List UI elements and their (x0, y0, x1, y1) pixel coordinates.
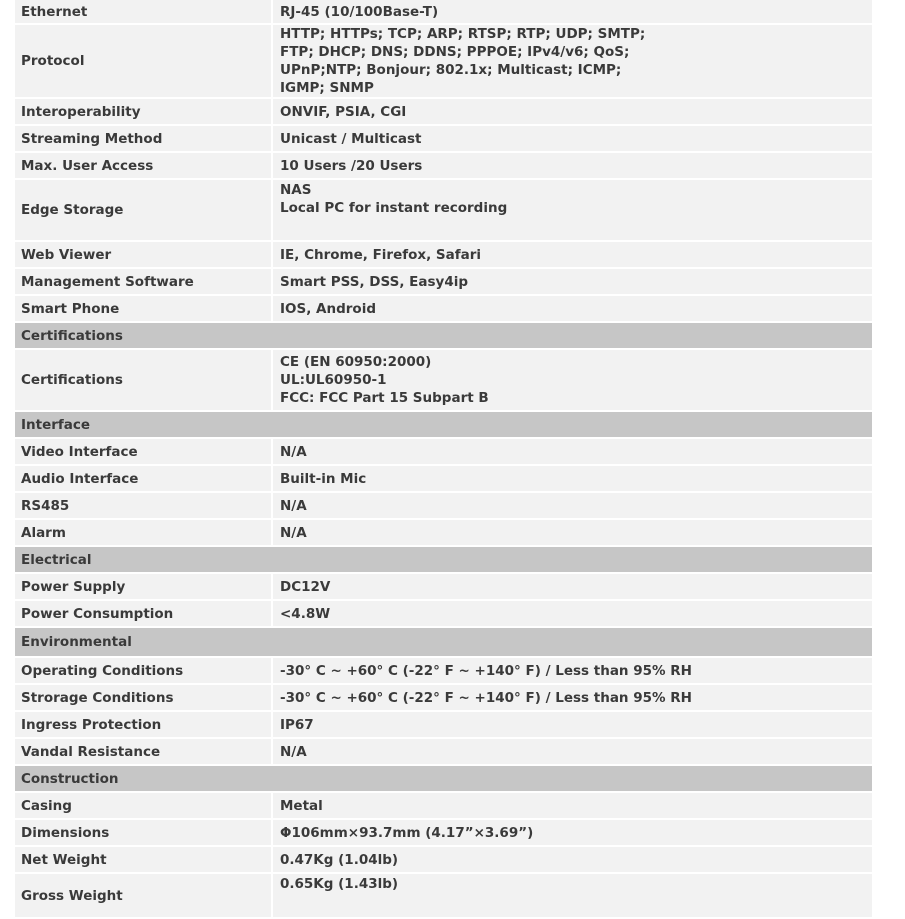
spec-value (272, 295, 873, 322)
spec-row-dimensions (15, 819, 873, 846)
spec-label: Operating Conditions (15, 657, 272, 684)
spec-label: Vandal Resistance (15, 738, 272, 765)
spec-value (272, 241, 873, 268)
spec-row-ingress-protection (15, 711, 873, 738)
spec-value (272, 349, 873, 411)
spec-value (272, 0, 873, 24)
spec-row-edge-storage (15, 179, 873, 241)
spec-value-line: Built-in Mic (280, 470, 367, 487)
spec-value-line: 10 Users /20 Users (280, 157, 423, 174)
spec-label: Dimensions (15, 819, 272, 846)
spec-label: RS485 (15, 492, 272, 519)
spec-row-web-viewer (15, 241, 873, 268)
spec-label: Audio Interface (15, 465, 272, 492)
section-header-certifications (15, 322, 873, 349)
spec-value-line: HTTP; HTTPs; TCP; ARP; RTSP; RTP; UDP; SMTP; (280, 26, 646, 42)
spec-value (272, 846, 873, 873)
spec-value-line: <4.8W (280, 605, 331, 622)
spec-value (272, 179, 873, 241)
spec-label: Interoperability (15, 98, 272, 125)
spec-row-operating-conditions (15, 657, 873, 684)
spec-value (272, 125, 873, 152)
spec-row-certifications (15, 349, 873, 411)
spec-value-line: Metal (280, 797, 323, 814)
spec-value-line: Local PC for instant recording (280, 200, 508, 216)
spec-table (15, 0, 874, 919)
spec-value-line: 0.65Kg (1.43lb) (280, 876, 399, 892)
spec-value-line: 0.47Kg (1.04lb) (280, 851, 399, 868)
section-header-electrical (15, 546, 873, 573)
spec-value (272, 792, 873, 819)
spec-value-line: FCC: FCC Part 15 Subpart B (280, 390, 489, 406)
spec-value (272, 738, 873, 765)
spec-value (272, 438, 873, 465)
spec-value (272, 152, 873, 179)
spec-value-line: NAS (280, 182, 312, 198)
spec-label: Management Software (15, 268, 272, 295)
spec-row-management-software (15, 268, 873, 295)
spec-row-max-user-access (15, 152, 873, 179)
spec-label: Alarm (15, 519, 272, 546)
spec-row-casing (15, 792, 873, 819)
spec-value (272, 684, 873, 711)
spec-label: Strorage Conditions (15, 684, 272, 711)
spec-label: Max. User Access (15, 152, 272, 179)
spec-row-alarm (15, 519, 873, 546)
section-header-construction (15, 765, 873, 792)
spec-row-net-weight (15, 846, 873, 873)
spec-value-line: IE, Chrome, Firefox, Safari (280, 246, 482, 263)
spec-value (272, 600, 873, 627)
spec-label: Video Interface (15, 438, 272, 465)
spec-value-line: IGMP; SNMP (280, 80, 374, 96)
spec-label: Protocol (15, 24, 272, 98)
spec-value (272, 98, 873, 125)
spec-row-audio-interface (15, 465, 873, 492)
spec-label: Gross Weight (15, 873, 272, 918)
spec-label: Edge Storage (15, 179, 272, 241)
section-title: Environmental (15, 627, 873, 657)
spec-row-gross-weight (15, 873, 873, 918)
spec-row-rs485 (15, 492, 873, 519)
spec-row-protocol (15, 24, 873, 98)
spec-label: Net Weight (15, 846, 272, 873)
spec-value-line: IP67 (280, 716, 314, 733)
spec-row-smart-phone (15, 295, 873, 322)
spec-value-line: Unicast / Multicast (280, 130, 422, 147)
section-header-interface (15, 411, 873, 438)
spec-value (272, 573, 873, 600)
spec-value (272, 657, 873, 684)
spec-value-line: Smart PSS, DSS, Easy4ip (280, 273, 468, 290)
spec-label: Ethernet (15, 0, 272, 24)
spec-row-vandal-resistance (15, 738, 873, 765)
section-title: Interface (15, 411, 873, 438)
section-title: Certifications (15, 322, 873, 349)
spec-row-interoperability (15, 98, 873, 125)
spec-label: Power Supply (15, 573, 272, 600)
section-title: Electrical (15, 546, 873, 573)
spec-value-line: N/A (280, 497, 307, 514)
spec-value-line: N/A (280, 524, 307, 541)
spec-value-line: RJ-45 (10/100Base-T) (280, 3, 439, 20)
spec-value (272, 819, 873, 846)
spec-value (272, 711, 873, 738)
spec-value-line: UL:UL60950-1 (280, 372, 387, 388)
section-title: Construction (15, 765, 873, 792)
spec-label: Web Viewer (15, 241, 272, 268)
spec-label: Power Consumption (15, 600, 272, 627)
spec-value (272, 492, 873, 519)
spec-value-line: UPnP;NTP; Bonjour; 802.1x; Multicast; ICMP; (280, 62, 622, 78)
section-header-environmental (15, 627, 873, 657)
spec-row-strorage-conditions (15, 684, 873, 711)
spec-label: Ingress Protection (15, 711, 272, 738)
spec-row-power-supply (15, 573, 873, 600)
spec-label: Smart Phone (15, 295, 272, 322)
spec-value-line: N/A (280, 743, 307, 760)
spec-value-line: IOS, Android (280, 300, 376, 317)
spec-value-line: FTP; DHCP; DNS; DDNS; PPPOE; IPv4/v6; QoS; (280, 44, 630, 60)
spec-value-line: N/A (280, 443, 307, 460)
spec-value (272, 873, 873, 918)
spec-value-line: -30° C ~ +60° C (-22° F ~ +140° F) / Less than 95% RH (280, 662, 692, 679)
spec-label: Casing (15, 792, 272, 819)
spec-value (272, 268, 873, 295)
spec-value (272, 519, 873, 546)
spec-row-power-consumption (15, 600, 873, 627)
spec-value-line: CE (EN 60950:2000) (280, 354, 432, 370)
spec-table-body (15, 0, 873, 918)
spec-label: Certifications (15, 349, 272, 411)
spec-value-line: DC12V (280, 578, 331, 595)
spec-label: Streaming Method (15, 125, 272, 152)
spec-row-streaming-method (15, 125, 873, 152)
spec-row-video-interface (15, 438, 873, 465)
spec-row-ethernet (15, 0, 873, 24)
spec-value-line: ONVIF, PSIA, CGI (280, 103, 407, 120)
spec-value (272, 24, 873, 98)
spec-value-line: Φ106mm×93.7mm (4.17”×3.69”) (280, 824, 534, 841)
spec-value (272, 465, 873, 492)
spec-value-line: -30° C ~ +60° C (-22° F ~ +140° F) / Less than 95% RH (280, 689, 692, 706)
